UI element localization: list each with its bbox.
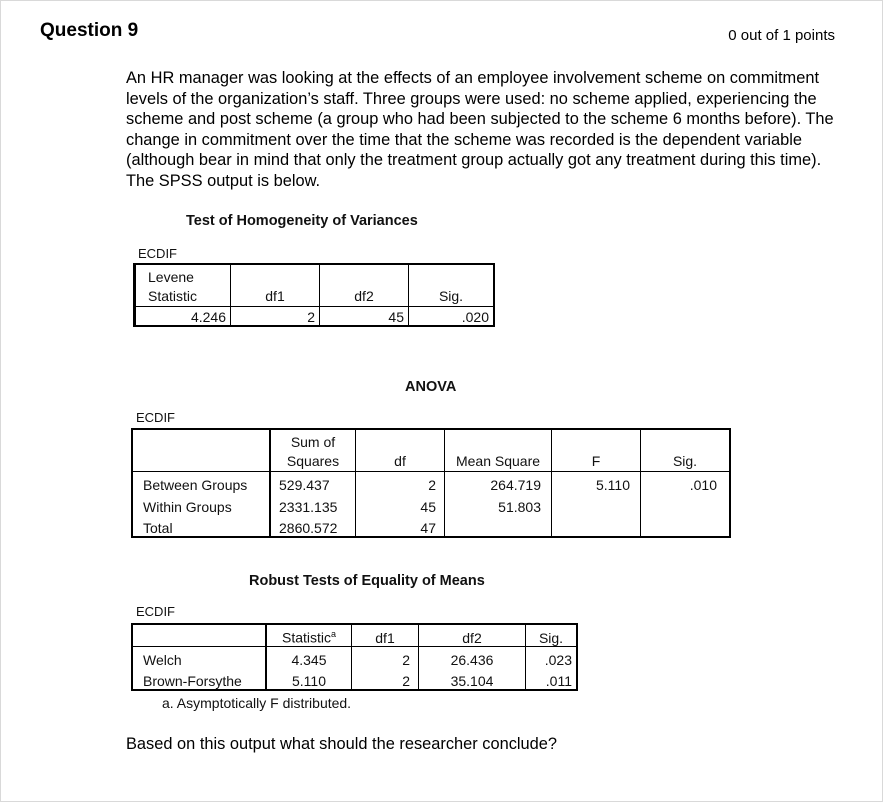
table-row — [132, 668, 577, 690]
header-sum-of-squares: Sum of Squares — [270, 429, 356, 471]
row-label: Total — [132, 515, 270, 537]
header-sig: Sig. — [438, 287, 464, 304]
df-value: 45 — [356, 493, 445, 515]
ms-value — [445, 515, 552, 537]
table-row — [132, 646, 577, 668]
df2-value: 35.104 — [419, 668, 526, 690]
header-df1: df1 — [231, 264, 320, 306]
ss-value: 2331.135 — [270, 493, 356, 515]
header-df2: df2 — [419, 624, 526, 646]
row-label: Within Groups — [132, 493, 270, 515]
anova-dv-label: ECDIF — [136, 410, 175, 425]
anova-title: ANOVA — [405, 379, 457, 395]
header-df: df — [356, 429, 445, 471]
sig-value: .011 — [545, 673, 572, 689]
sig-value: .023 — [544, 652, 572, 668]
question-points: 0 out of 1 points — [728, 27, 835, 44]
sig-value — [641, 515, 731, 537]
df2-value: 26.436 — [419, 646, 526, 668]
robust-title: Robust Tests of Equality of Means — [249, 573, 485, 589]
sig-value: .020 — [461, 309, 489, 325]
sig-value: .010 — [689, 477, 717, 493]
table-row — [132, 515, 730, 537]
f-value — [552, 515, 641, 537]
header-f: F — [552, 429, 641, 471]
df-value: 47 — [356, 515, 445, 537]
question-prompt: Based on this output what should the researcher conclude? — [126, 735, 557, 753]
homogeneity-dv-label: ECDIF — [138, 246, 177, 261]
anova-corner — [132, 429, 270, 471]
header-statistic: Statistic$^a$ — [266, 624, 352, 646]
homogeneity-table — [133, 263, 495, 327]
table-row — [132, 493, 730, 515]
levene-value: 4.246 — [135, 306, 231, 326]
sig-value — [641, 493, 731, 515]
df-value: 2 — [356, 471, 445, 493]
robust-dv-label: ECDIF — [136, 604, 175, 619]
statistic-value: 4.345 — [266, 646, 352, 668]
robust-corner — [132, 624, 266, 646]
row-label: Between Groups — [132, 471, 270, 493]
anova-table — [131, 428, 731, 538]
homogeneity-title: Test of Homogeneity of Variances — [186, 213, 418, 229]
header-df2: df2 — [320, 264, 409, 306]
row-label: Brown-Forsythe — [132, 668, 266, 690]
table-row — [132, 471, 730, 493]
ms-value: 264.719 — [445, 471, 552, 493]
ss-value: 2860.572 — [270, 515, 356, 537]
row-label: Welch — [132, 646, 266, 668]
header-df1: df1 — [352, 624, 419, 646]
df2-value: 45 — [320, 306, 409, 326]
header-levene: Levene Statistic — [135, 264, 231, 306]
robust-footnote: a. Asymptotically F distributed. — [162, 695, 352, 711]
f-value — [552, 493, 641, 515]
ss-value: 529.437 — [270, 471, 356, 493]
robust-table — [131, 623, 578, 691]
header-sig: Sig. — [538, 629, 564, 646]
df1-value: 2 — [352, 668, 419, 690]
statistic-value: 5.110 — [266, 668, 352, 690]
header-mean-square: Mean Square — [445, 429, 552, 471]
df1-value: 2 — [352, 646, 419, 668]
header-sig: Sig. — [672, 452, 698, 469]
ms-value: 51.803 — [445, 493, 552, 515]
question-text: An HR manager was looking at the effects of an employee involvement scheme on commitment levels of the organization’s staff. Three groups were used: no scheme applied, experiencing the scheme and post scheme (a group who had been subjected to the scheme 6 months before). The change in commitment over the time that the scheme was recorded is the dependent variable (although bear in mind that only the treatment group actually got any treatment during this time). The SPSS output is below. — [126, 69, 834, 190]
df1-value: 2 — [231, 306, 320, 326]
question-title: Question 9 — [40, 20, 139, 41]
f-value: 5.110 — [552, 471, 641, 493]
